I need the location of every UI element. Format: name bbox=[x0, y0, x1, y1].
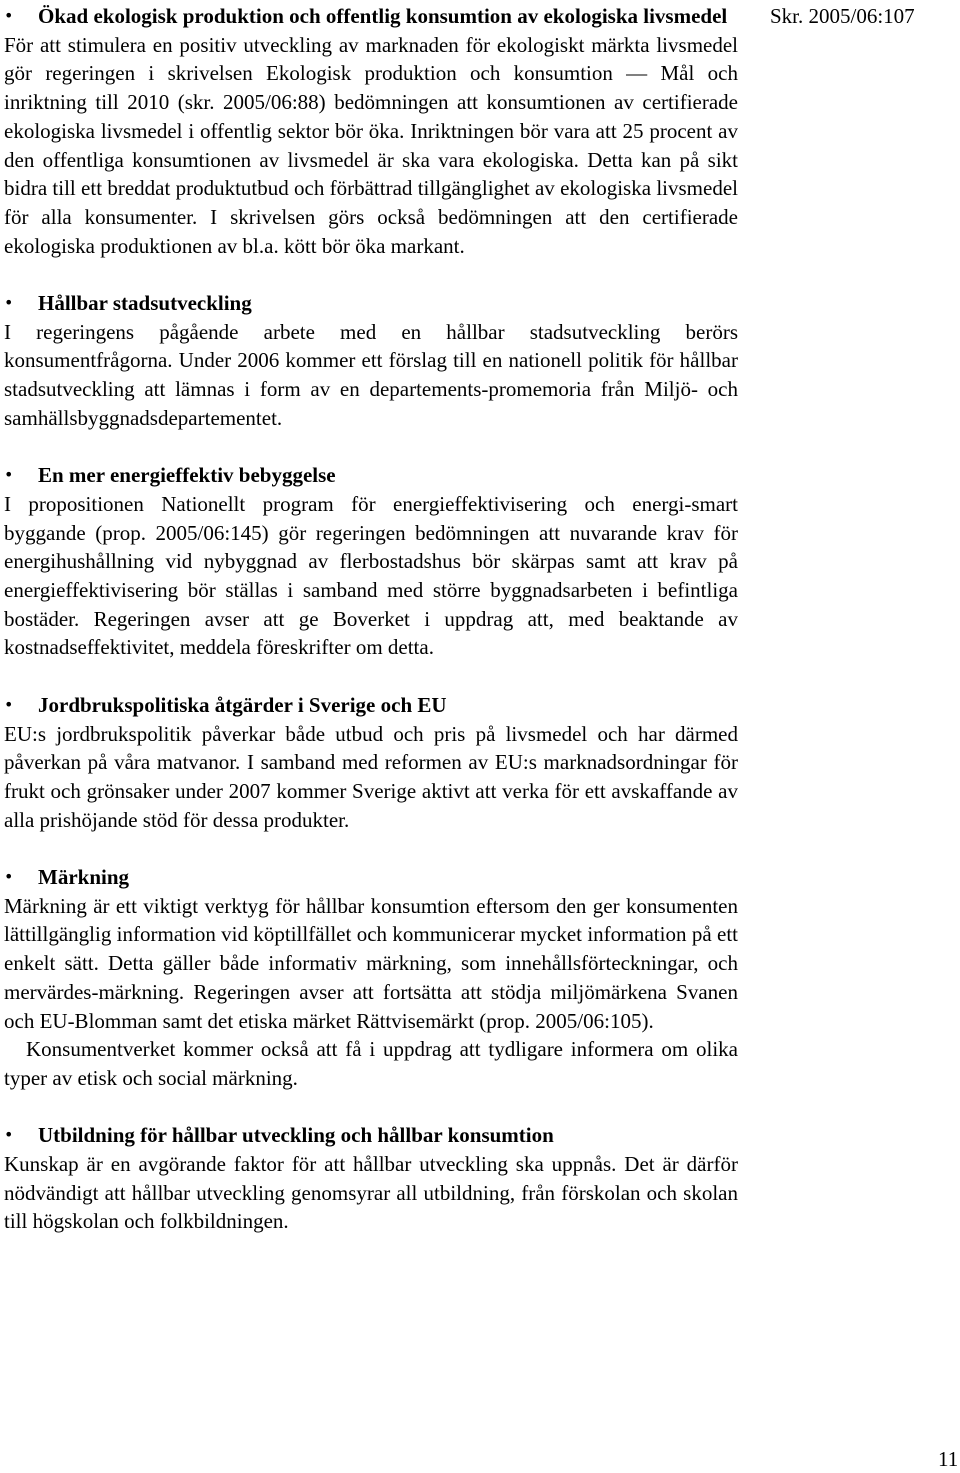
bullet-icon: • bbox=[4, 1125, 14, 1145]
page-number: 11 bbox=[938, 1447, 959, 1471]
section-heading-text: Ökad ekologisk produktion och offentlig konsumtion av ekologiska livsmedel bbox=[38, 4, 728, 28]
section-stadsutveckling bbox=[4, 289, 738, 433]
section-ekologisk-produktion bbox=[4, 2, 738, 260]
section-heading-text: En mer energieffektiv bebyggelse bbox=[38, 463, 336, 488]
section-paragraph: För att stimulera en positiv utveckling av marknaden för ekologiskt märkta livsmedel gör regeringen i skrivelsen Ekologisk produktion och konsumtion — Mål och inriktning till 2010 (skr. 2005/06:88) bedömningen att konsumtionen av certifierade ekologiska livsmedel i offentlig sektor bör öka. Inriktningen bör vara att 25 procent av den offentliga konsumtionen av livsmedel är ska vara ekologiska. Detta kan på sikt bidra till ett breddat produktutbud och förbättrad tillgänglighet av ekologiska livsmedel för alla konsumenter. I skrivelsen görs också bedömningen att den certifierade ekologiska produktionen av bl.a. kött bör öka markant. bbox=[4, 32, 738, 258]
bullet-icon: • bbox=[4, 465, 14, 485]
section-heading-text: Jordbrukspolitiska åtgärder i Sverige och EU bbox=[38, 692, 447, 717]
section-heading bbox=[4, 863, 738, 892]
bullet-icon: • bbox=[4, 6, 14, 25]
section-heading-text: Utbildning för hållbar utveckling och hållbar konsumtion bbox=[38, 1123, 554, 1148]
section-paragraph: EU:s jordbrukspolitik påverkar både utbud och pris på livsmedel och har därmed påverkan på våra matvanor. I samband med reformen av EU:s marknadsordningar för frukt och grönsaker under 2007 kommer Sverige aktivt att verka för ett avskaffande av alla prishöjande stöd för dessa produkter. bbox=[4, 721, 738, 832]
section-paragraph: Konsumentverket kommer också att få i uppdrag att tydligare informera om olika typer av etisk och social märkning. bbox=[4, 1037, 738, 1090]
section-heading-text: Hållbar stadsutveckling bbox=[38, 291, 252, 316]
bullet-icon: • bbox=[4, 293, 14, 313]
main-content bbox=[4, 2, 738, 1265]
section-energieffektiv-bebyggelse bbox=[4, 461, 738, 662]
section-heading bbox=[4, 1121, 738, 1150]
section-paragraph: Kunskap är en avgörande faktor för att hållbar utveckling ska uppnås. Det är därför nödvändigt att hållbar utveckling genomsyrar all utbildning, från förskolan och skolan till högskolan och folkbildningen. bbox=[4, 1152, 738, 1234]
section-heading-text: Märkning bbox=[38, 865, 130, 890]
section-heading bbox=[4, 2, 738, 31]
section-paragraph: I propositionen Nationellt program för energieffektivisering och energi-smart byggande (prop. 2005/06:145) gör regeringen bedömningen att nuvarande krav för energihushållning vid nybyggnad av flerbostadshus bör skärpas samt att krav på energieffektivisering bör ställas i samband med större byggnadsarbeten i befintliga bostäder. Regeringen avser att ge Boverket i uppdrag att, med beaktande av kostnadseffektivitet, meddela föreskrifter om detta. bbox=[4, 491, 738, 660]
bullet-icon: • bbox=[4, 694, 14, 714]
bullet-icon: • bbox=[4, 867, 14, 887]
document-reference: Skr. 2005/06:107 bbox=[770, 4, 915, 28]
section-heading bbox=[4, 289, 738, 318]
section-utbildning bbox=[4, 1121, 738, 1236]
section-paragraph: Märkning är ett viktigt verktyg för hållbar konsumtion eftersom den ger konsumenten lättillgänglig information vid köptillfället och kommunicerar mycket information på ett enkelt sätt. Detta gäller både informativ märkning, som innehållsförteckningar, och mervärdes-märkning. Regeringen avser att fortsätta att stödja miljömärkena Svanen och EU-Blomman samt det etiska märket Rättvisemärkt (prop. 2005/06:105). bbox=[4, 893, 738, 1033]
section-jordbrukspolitik bbox=[4, 691, 738, 835]
section-paragraph: I regeringens pågående arbete med en hållbar stadsutveckling berörs konsumentfrågorna. Under 2006 kommer ett förslag till en nationell politik för hållbar stadsutveckling att lämnas i form av en departements-promemoria från Miljö- och samhällsbyggnadsdepartementet. bbox=[4, 319, 738, 430]
section-heading bbox=[4, 691, 738, 720]
section-markning bbox=[4, 863, 738, 1093]
section-heading bbox=[4, 461, 738, 490]
